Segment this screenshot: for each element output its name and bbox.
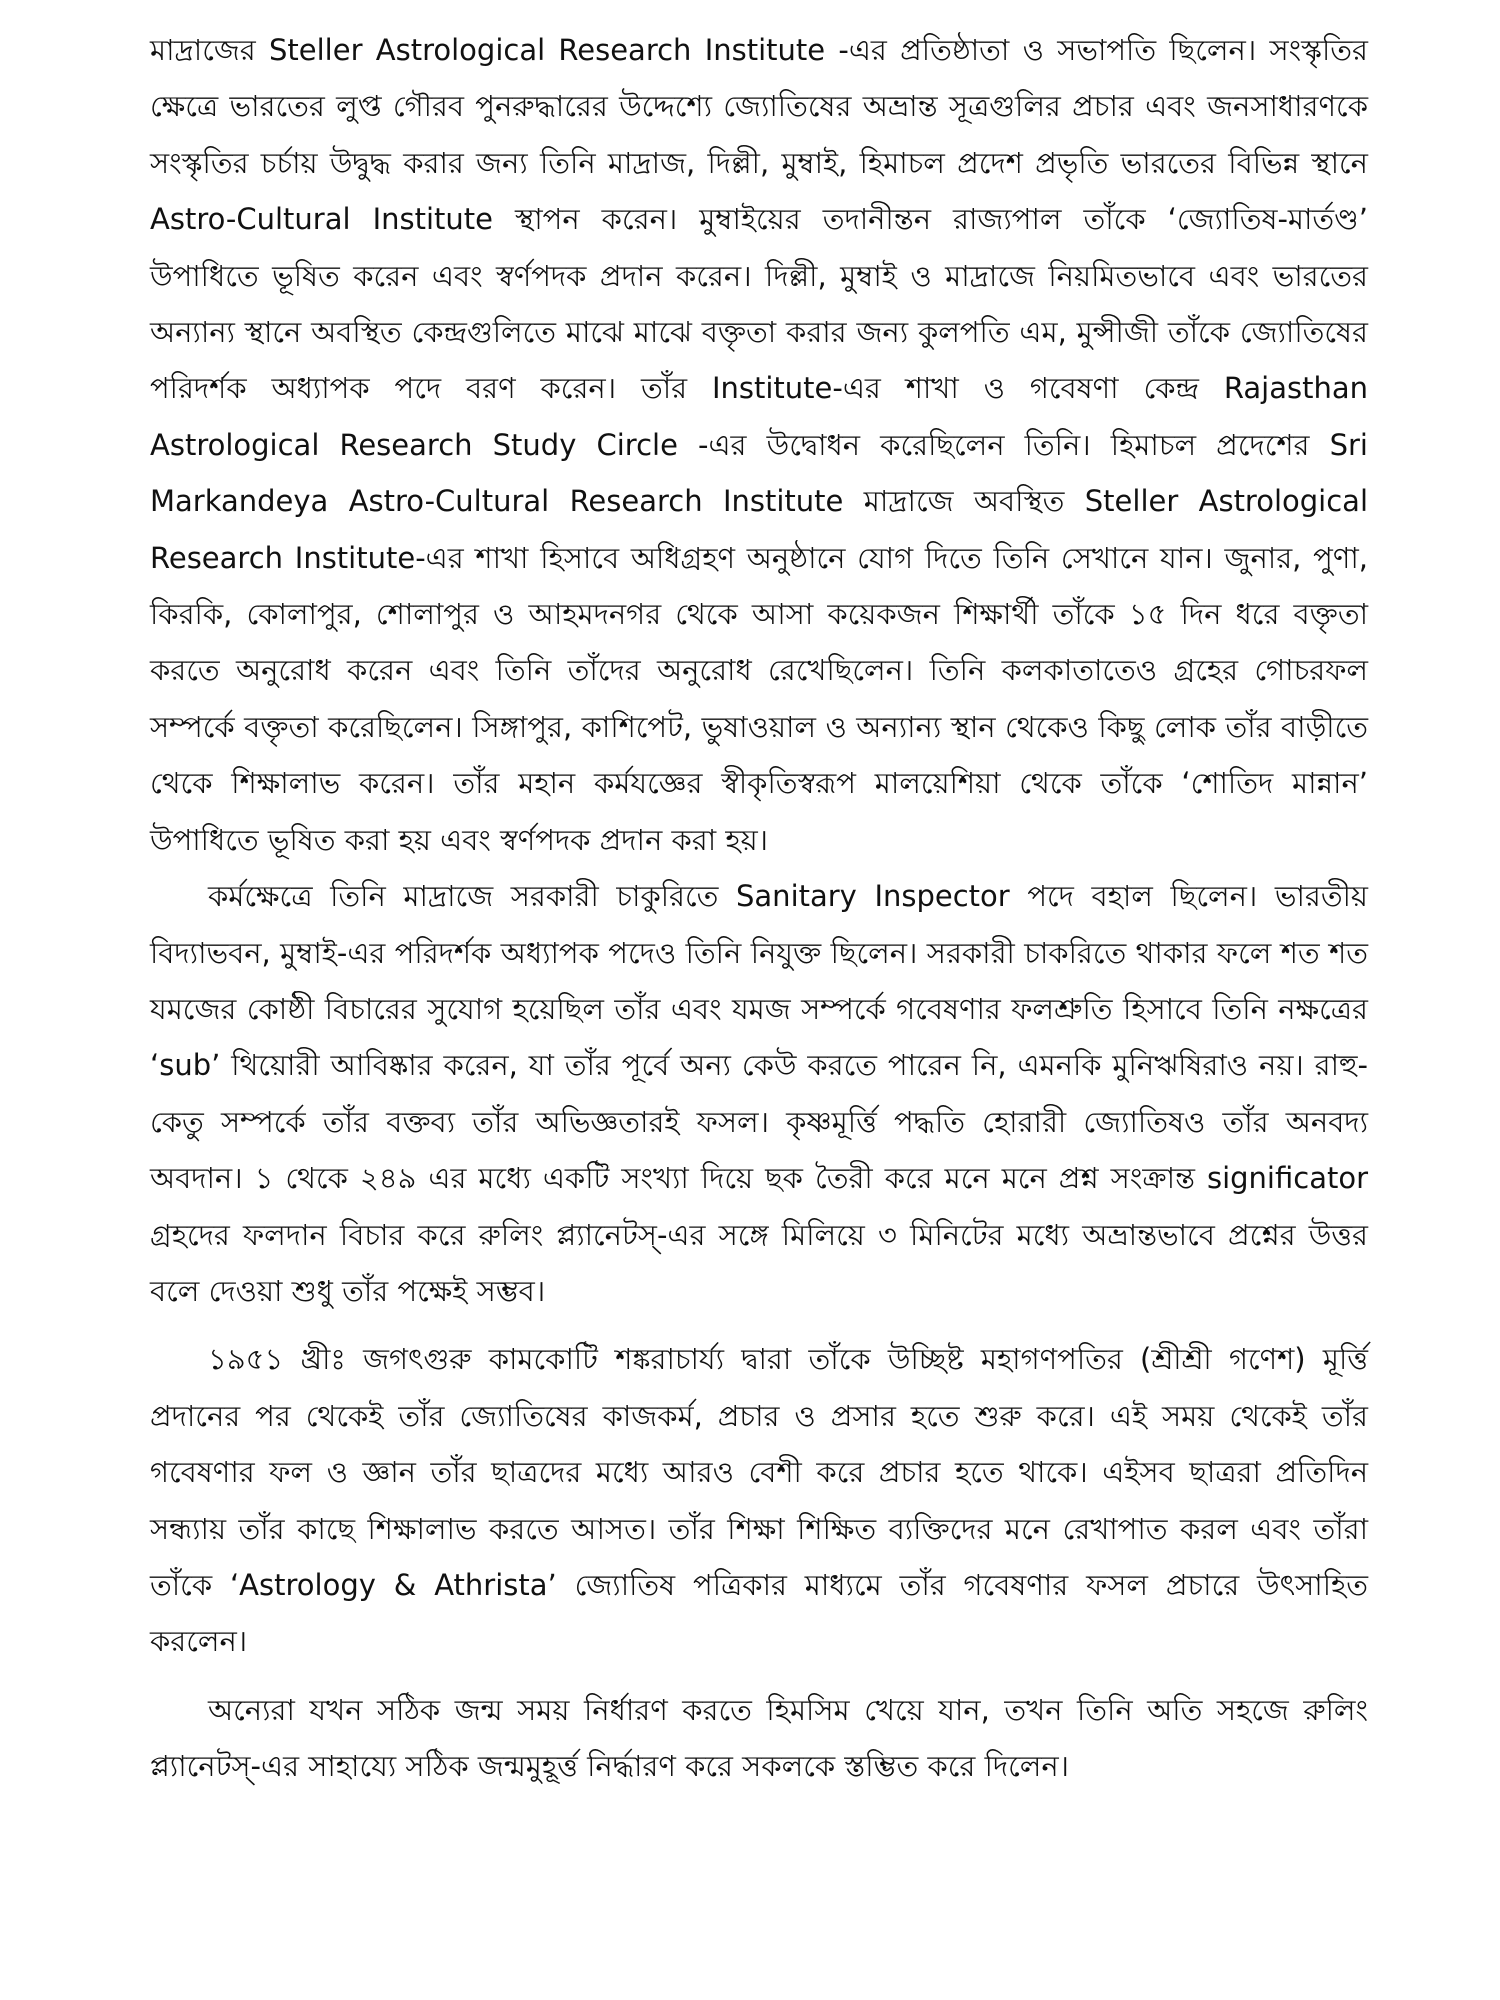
paragraph-institute-history: মাদ্রাজের Steller Astrological Research Institute -এর প্রতিষ্ঠাতা ও সভাপতি ছিলেন। সংস্কৃতির ক্ষেত্রে ভারতের লুপ্ত গৌরব পুনরুদ্ধারের উদ্দেশ্যে জ্যোতিষের অভ্রান্ত সূত্রগুলির প্রচার এবং জনসাধারণকে সংস্কৃতির চর্চায় উদ্বুদ্ধ করার জন্য তিনি মাদ্রাজ, দিল্লী, মুম্বাই, হিমাচল প্রদেশ প্রভৃতি ভারতের বিভিন্ন স্থানে Astro-Cultural Institute স্থাপন করেন। মুম্বাইয়ের তদানীন্তন রাজ্যপাল তাঁকে ‘জ্যোতিষ-মার্তণ্ড’ উপাধিতে ভূষিত করেন এবং স্বর্ণপদক প্রদান করেন। দিল্লী, মুম্বাই ও মাদ্রাজে নিয়মিতভাবে এবং ভারতের অন্যান্য স্থানে অবস্থিত কেন্দ্রগুলিতে মাঝে মাঝে বক্তৃতা করার জন্য কুলপতি এম, মুন্সীজী তাঁকে জ্যোতিষের পরিদর্শক অধ্যাপক পদে বরণ করেন। তাঁর Institute-এর শাখা ও গবেষণা কেন্দ্র Rajasthan Astrological Research Study Circle -এর উদ্বোধন করেছিলেন তিনি। হিমাচল প্রদেশের Sri Markandeya Astro-Cultural Research Institute মাদ্রাজে অবস্থিত Steller Astrological Research Institute-এর শাখা হিসাবে অধিগ্রহণ অনুষ্ঠানে যোগ দিতে তিনি সেখানে যান। জুনার, পুণা, কিরকি, কোলাপুর, শোলাপুর ও আহমদনগর থেকে আসা কয়েকজন শিক্ষার্থী তাঁকে ১৫ দিন ধরে বক্তৃতা করতে অনুরোধ করেন এবং তিনি তাঁদের অনুরোধ রেখেছিলেন। তিনি কলকাতাতেও গ্রহের গোচরফল সম্পর্কে বক্তৃতা করেছিলেন। সিঙ্গাপুর, কাশিপেট, ভুষাওয়াল ও অন্যান্য স্থান থেকেও কিছু লোক তাঁর বাড়ীতে থেকে শিক্ষালাভ করেন। তাঁর মহান কর্মযজ্ঞের স্বীকৃতিস্বরূপ মালয়েশিয়া থেকে তাঁকে ‘শোতিদ মান্নান’ উপাধিতে ভূষিত করা হয় এবং স্বর্ণপদক প্রদান করা হয়। [150,33,1368,857]
document-page [150,22,1368,1795]
paragraph-career: কর্মক্ষেত্রে তিনি মাদ্রাজে সরকারী চাকুরিতে Sanitary Inspector পদে বহাল ছিলেন। ভারতীয় বিদ্যাভবন, মুম্বাই-এর পরিদর্শক অধ্যাপক পদেও তিনি নিযুক্ত ছিলেন। সরকারী চাকরিতে থাকার ফলে শত শত যমজের কোষ্ঠী বিচারের সুযোগ হয়েছিল তাঁর এবং যমজ সম্পর্কে গবেষণার ফলশ্রুতি হিসাবে তিনি নক্ষত্রের ‘sub’ থিয়োরী আবিষ্কার করেন, যা তাঁর পূর্বে অন্য কেউ করতে পারেন নি, এমনকি মুনিঋষিরাও নয়। রাহু-কেতু সম্পর্কে তাঁর বক্তব্য তাঁর অভিজ্ঞতারই ফসল। কৃষ্ণমূর্ত্তি পদ্ধতি হোরারী জ্যোতিষও তাঁর অনবদ্য অবদান। ১ থেকে ২৪৯ এর মধ্যে একটি সংখ্যা দিয়ে ছক তৈরী করে মনে মনে প্রশ্ন সংক্রান্ত significator গ্রহদের ফলদান বিচার করে রুলিং প্ল্যানেটস্-এর সঙ্গে মিলিয়ে ৩ মিনিটের মধ্যে অভ্রান্তভাবে প্রশ্নের উত্তর বলে দেওয়া শুধু তাঁর পক্ষেই সম্ভব। [150,879,1368,1308]
paragraph-birth-time: অন্যেরা যখন সঠিক জন্ম সময় নির্ধারণ করতে হিমসিম খেয়ে যান, তখন তিনি অতি সহজে রুলিং প্ল্যানেটস্-এর সাহায্যে সঠিক জন্মমুহূর্ত্ত নির্দ্ধারণ করে সকলকে স্তম্ভিত করে দিলেন। [150,1692,1368,1784]
paragraph-1951: ১৯৫১ খ্রীঃ জগৎগুরু কামকোটি শঙ্করাচার্য্য দ্বারা তাঁকে উচ্ছিষ্ট মহাগণপতির (শ্রীশ্রী গণেশ) মূর্ত্তি প্রদানের পর থেকেই তাঁর জ্যোতিষের কাজকর্ম, প্রচার ও প্রসার হতে শুরু করে। এই সময় থেকেই তাঁর গবেষণার ফল ও জ্ঞান তাঁর ছাত্রদের মধ্যে আরও বেশী করে প্রচার হতে থাকে। এইসব ছাত্ররা প্রতিদিন সন্ধ্যায় তাঁর কাছে শিক্ষালাভ করতে আসত। তাঁর শিক্ষা শিক্ষিত ব্যক্তিদের মনে রেখাপাত করল এবং তাঁরা তাঁকে ‘Astrology & Athrista’ জ্যোতিষ পত্রিকার মাধ্যমে তাঁর গবেষণার ফসল প্রচারে উৎসাহিত করলেন। [150,1342,1368,1659]
